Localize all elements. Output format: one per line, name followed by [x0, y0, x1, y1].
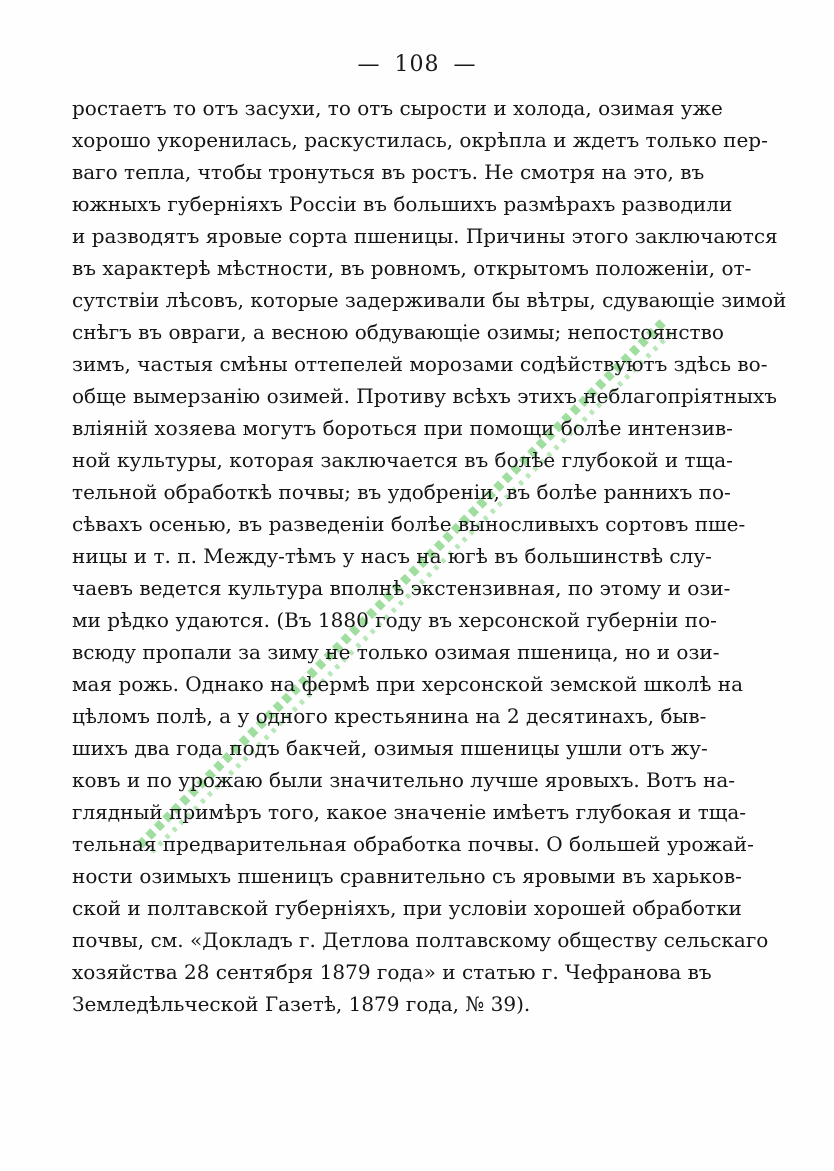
text-line: хозяйства 28 сентября 1879 года» и статью г. Чефранова въ [72, 960, 712, 984]
text-line: ковъ и по урожаю были значительно лучше яровыхъ. Вотъ на- [72, 768, 736, 792]
page-header [0, 52, 834, 77]
text-line-last: Земледѣльческой Газетѣ, 1879 года, № 39). [72, 992, 531, 1016]
text-line: ности озимыхъ пшеницъ сравнительно съ яровыми въ харьков- [72, 864, 742, 888]
text-line: сѣвахъ осенью, въ разведеніи болѣе выносливыхъ сортовъ пше- [72, 512, 746, 536]
text-line: тельной обработкѣ почвы; въ удобреніи, въ болѣе раннихъ по- [72, 480, 731, 504]
text-line: глядный примѣръ того, какое значеніе имѣетъ глубокая и тща- [72, 800, 747, 824]
text-line: тельная предварительная обработка почвы. О большей урожай- [72, 832, 754, 856]
text-line: южныхъ губерніяхъ Россіи въ большихъ размѣрахъ разводили [72, 192, 733, 216]
body-text [72, 92, 787, 1020]
header-dash-right: — [453, 52, 477, 77]
text-line: и разводятъ яровые сорта пшеницы. Причины этого заключаются [72, 224, 778, 248]
text-line: въ характерѣ мѣстности, въ ровномъ, открытомъ положеніи, от- [72, 256, 752, 280]
text-line: мая рожь. Однако на фермѣ при херсонской земской школѣ на [72, 672, 744, 696]
text-line: ваго тепла, чтобы тронуться въ ростъ. Не смотря на это, въ [72, 160, 705, 184]
header-dash-left: — [357, 52, 381, 77]
text-line: ростаетъ то отъ засухи, то отъ сырости и холода, озимая уже [72, 96, 723, 120]
text-line: зимъ, частыя смѣны оттепелей морозами содѣйствуютъ здѣсь во- [72, 352, 768, 376]
text-line: чаевъ ведется культура вполнѣ экстензивная, по этому и ози- [72, 576, 731, 600]
text-line: вліяній хозяева могутъ бороться при помощи болѣе интензив- [72, 416, 733, 440]
text-line: снѣгъ въ овраги, а весною обдувающіе озимы; непостоянство [72, 320, 724, 344]
text-line: цѣломъ полѣ, а у одного крестьянина на 2 десятинахъ, быв- [72, 704, 707, 728]
text-line: ми рѣдко удаются. (Въ 1880 году въ херсонской губерніи по- [72, 608, 717, 632]
text-line: почвы, см. «Докладъ г. Детлова полтавскому обществу сельскаго [72, 928, 769, 952]
text-line: ной культуры, которая заключается въ болѣе глубокой и тща- [72, 448, 733, 472]
text-line: сутствіи лѣсовъ, которые задерживали бы вѣтры, сдувающіе зимой [72, 288, 787, 312]
text-line: ской и полтавской губерніяхъ, при условіи хорошей обработки [72, 896, 742, 920]
text-line: ницы и т. п. Между-тѣмъ у насъ на югѣ въ большинствѣ слу- [72, 544, 712, 568]
text-line: обще вымерзанію озимей. Противу всѣхъ этихъ неблагопріятныхъ [72, 384, 778, 408]
text-line: шихъ два года подъ бакчей, озимыя пшеницы ушли отъ жу- [72, 736, 708, 760]
text-line: всюду пропали за зиму не только озимая пшеница, но и ози- [72, 640, 720, 664]
page-number: 108 [394, 52, 440, 77]
text-line: хорошо укоренилась, раскустилась, окрѣпла и ждетъ только пер- [72, 128, 768, 152]
